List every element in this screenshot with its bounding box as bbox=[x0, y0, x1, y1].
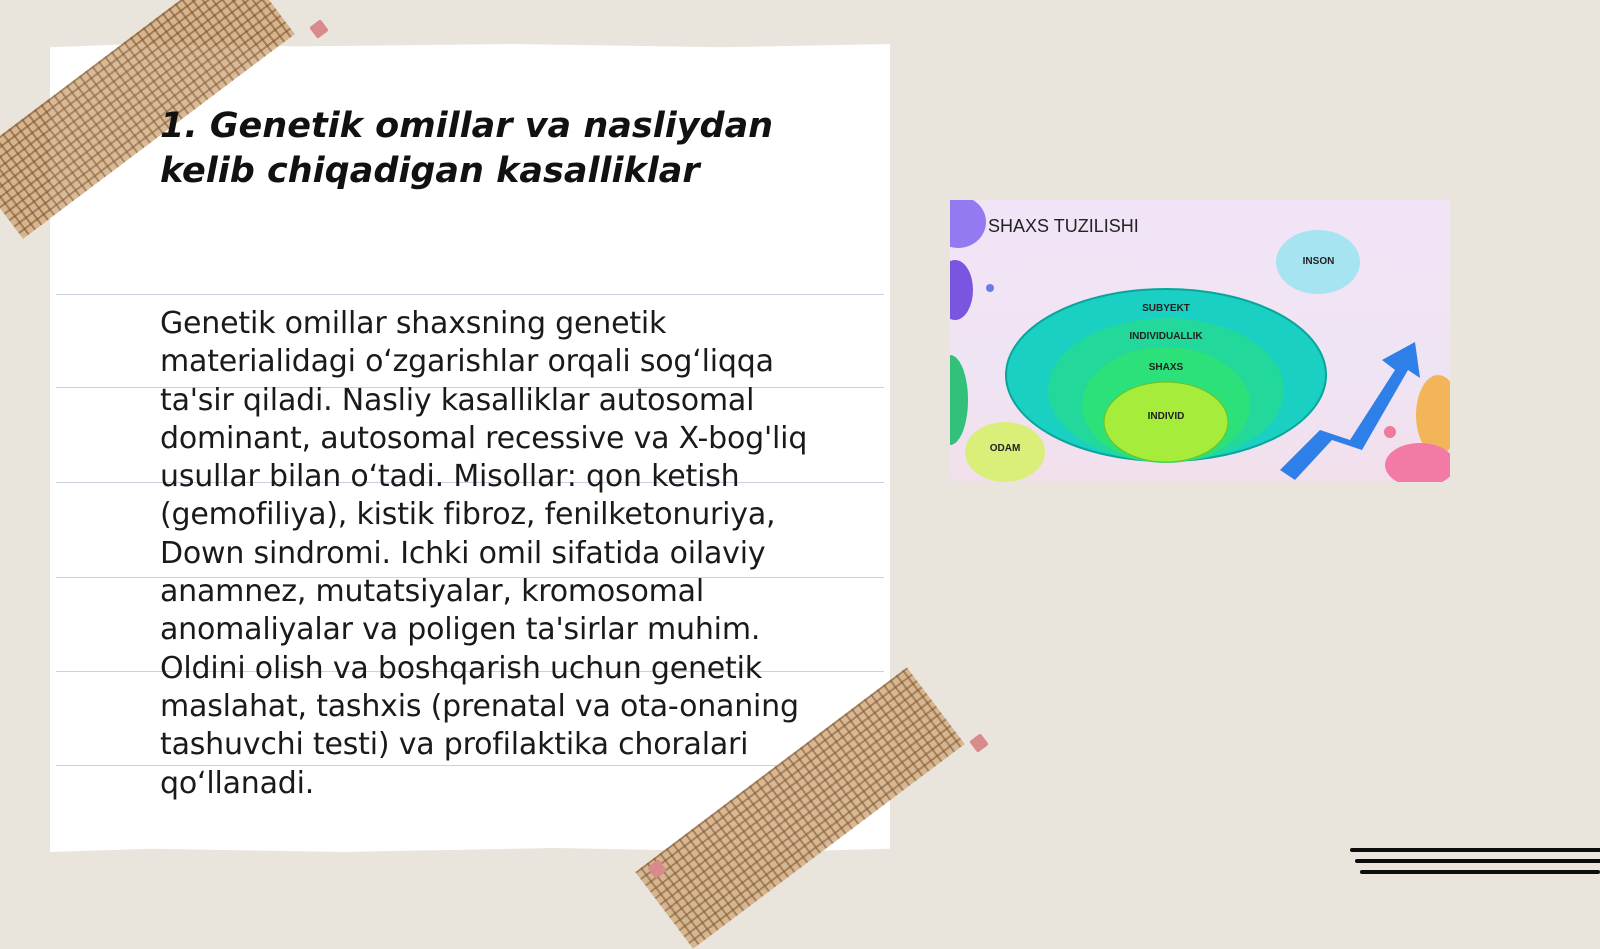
shaxs-tuzilishi-image bbox=[950, 200, 1450, 482]
label-individuallik: INDIVIDUALLIK bbox=[1129, 331, 1203, 342]
label-individ: INDIVID bbox=[1147, 411, 1185, 422]
brush-line bbox=[1360, 870, 1600, 874]
slide-body-text: Genetik omillar shaxsning genetik materialidagi o‘zgarishlar orqali sog‘liqqa ta'sir qiladi. Nasliy kasalliklar autosomal dominant, autosomal recessive va X-bog'liq usullar bilan o‘tadi. Misollar: qon ketish (gemofiliya), kistik fibroz, fenilketonuriya, Down sindromi. Ichki omil sifatida oilaviy anamnez, mutatsiyalar, kromosomal anomaliyalar va poligen ta'sirlar muhim. Oldini olish va boshqarish uchun genetik maslahat, tashxis (prenatal va ota-onaning tashuvchi testi) va profilaktika choralari qo‘llanadi. bbox=[160, 306, 808, 801]
diagram-title: SHAXS TUZILISHI bbox=[988, 216, 1139, 236]
label-shaxs: SHAXS bbox=[1148, 362, 1184, 373]
brush-line bbox=[1350, 848, 1600, 852]
label-odam: ODAM bbox=[989, 443, 1021, 454]
slide-title: 1. Genetik omillar va nasliydan kelib chiqadigan kasalliklar bbox=[160, 106, 774, 191]
paper-rule-line bbox=[56, 294, 884, 295]
decorative-brush-lines bbox=[1350, 848, 1600, 881]
tape-corner-mark bbox=[309, 19, 329, 39]
label-inson: INSON bbox=[1302, 256, 1335, 267]
brush-line bbox=[1355, 859, 1600, 863]
label-subyekt: SUBYEKT bbox=[1142, 303, 1190, 314]
tape-corner-mark bbox=[969, 733, 989, 753]
